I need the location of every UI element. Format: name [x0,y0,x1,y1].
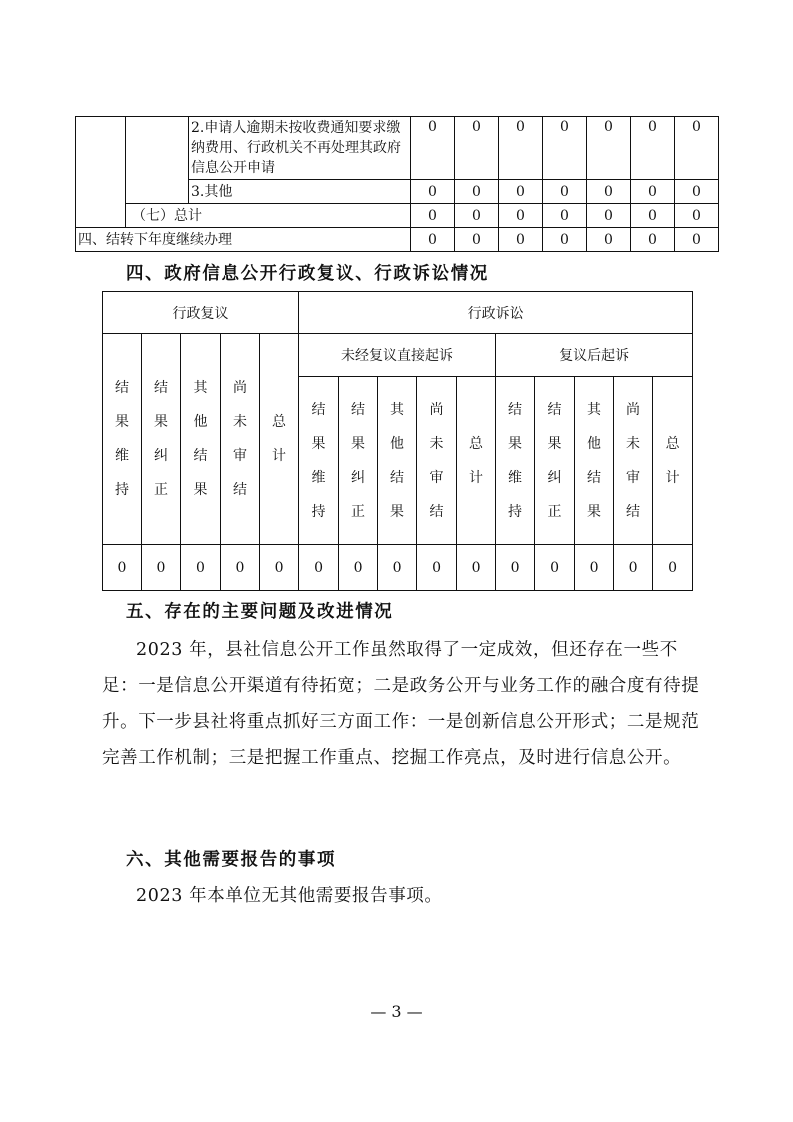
table-cell: 0 [614,545,653,591]
row-label: 四、结转下年度继续办理 [76,228,411,252]
row-label: （七）总计 [126,204,411,228]
table-cell: 0 [653,545,693,591]
column-label: 结果纠正 [351,401,366,520]
column-label: 结果纠正 [154,380,168,498]
table-cell: 0 [499,180,543,204]
table-row [103,334,693,377]
header-after-reconsideration-suit: 复议后起诉 [496,334,693,377]
column-header [299,377,339,545]
table-cell: 0 [411,117,455,180]
table-cell: 0 [675,180,719,204]
table-cell: 0 [543,204,587,228]
table-row [103,292,693,334]
table-cell: 0 [103,545,142,591]
table-cell: 0 [575,545,614,591]
header-direct-suit: 未经复议直接起诉 [299,334,496,377]
table-row [76,228,719,252]
table-cell: 0 [631,228,675,252]
column-header [103,334,142,545]
column-header [142,334,181,545]
table-cell: 0 [142,545,181,591]
table-cell: 0 [496,545,535,591]
table-cell: 0 [411,228,455,252]
table-cell: 0 [587,180,631,204]
table-cell: 0 [455,204,499,228]
row-label: 2.申请人逾期未按收费通知要求缴纳费用、行政机关不再处理其政府信息公开申请 [189,117,411,180]
column-label: 其他结果 [587,401,602,520]
application-handling-table [75,116,719,252]
table-cell: 0 [587,228,631,252]
table-row [76,204,719,228]
table-cell: 0 [378,545,417,591]
column-header [378,377,417,545]
header-litigation: 行政诉讼 [299,292,693,334]
column-header [417,377,457,545]
table-cell: 0 [260,545,299,591]
column-header [339,377,378,545]
body-paragraph: 2023 年，县社信息公开工作虽然取得了一定成效，但还存在一些不足：一是信息公开渠道有待拓宽；二是政务公开与业务工作的融合度有待提升。下一步县社将重点抓好三方面工作：一是创新信息公开形式；二是规范完善工作机制；三是把握工作重点、挖掘工作亮点，及时进行信息公开。 [102,640,700,768]
table-cell: 0 [455,228,499,252]
column-label: 总计 [665,435,680,486]
page-number: — 3 — [370,1002,423,1021]
column-header [260,334,299,545]
table-cell: 0 [543,228,587,252]
column-header [457,377,496,545]
table-cell: 0 [675,117,719,180]
column-label: 结果维持 [508,401,523,520]
column-header [181,334,221,545]
column-header [575,377,614,545]
table-cell: 0 [543,117,587,180]
table-cell: 0 [411,180,455,204]
table-cell: 0 [587,117,631,180]
column-header [614,377,653,545]
table-cell: 0 [181,545,221,591]
table-cell: 0 [417,545,457,591]
table-cell: 0 [535,545,575,591]
table-cell: 0 [543,180,587,204]
column-label: 尚未审结 [233,380,247,498]
column-label: 尚未审结 [429,401,444,520]
section-heading: 六、其他需要报告的事项 [126,850,337,870]
column-label: 结果维持 [115,380,129,498]
table-cell: 0 [587,204,631,228]
column-header [653,377,693,545]
section-heading: 四、政府信息公开行政复议、行政诉讼情况 [126,264,489,284]
column-label: 总计 [469,435,484,486]
table-cell: 0 [499,204,543,228]
table-cell: 0 [457,545,496,591]
table-cell: 0 [455,117,499,180]
table-cell-blank [76,117,126,228]
table-cell: 0 [455,180,499,204]
column-label: 结果纠正 [547,401,562,520]
column-header [535,377,575,545]
table-cell: 0 [411,204,455,228]
column-label: 总计 [272,414,287,464]
table-cell: 0 [631,204,675,228]
table-cell: 0 [675,204,719,228]
table-cell: 0 [221,545,260,591]
table-cell: 0 [675,228,719,252]
table-cell: 0 [339,545,378,591]
table-row [103,545,693,591]
table-cell: 0 [299,545,339,591]
body-paragraph: 2023 年本单位无其他需要报告事项。 [136,886,443,906]
column-label: 其他结果 [193,380,208,498]
column-header [496,377,535,545]
header-reconsideration: 行政复议 [103,292,299,334]
column-label: 其他结果 [390,401,405,520]
review-litigation-table [102,291,693,591]
table-cell-blank [126,117,189,204]
table-cell: 0 [631,117,675,180]
column-label: 尚未审结 [626,401,641,520]
table-cell: 0 [499,117,543,180]
section-heading: 五、存在的主要问题及改进情况 [126,602,394,622]
column-label: 结果维持 [311,401,326,520]
row-label: 3.其他 [189,180,411,204]
table-cell: 0 [631,180,675,204]
table-row [76,117,719,180]
table-cell: 0 [499,228,543,252]
column-header [221,334,260,545]
